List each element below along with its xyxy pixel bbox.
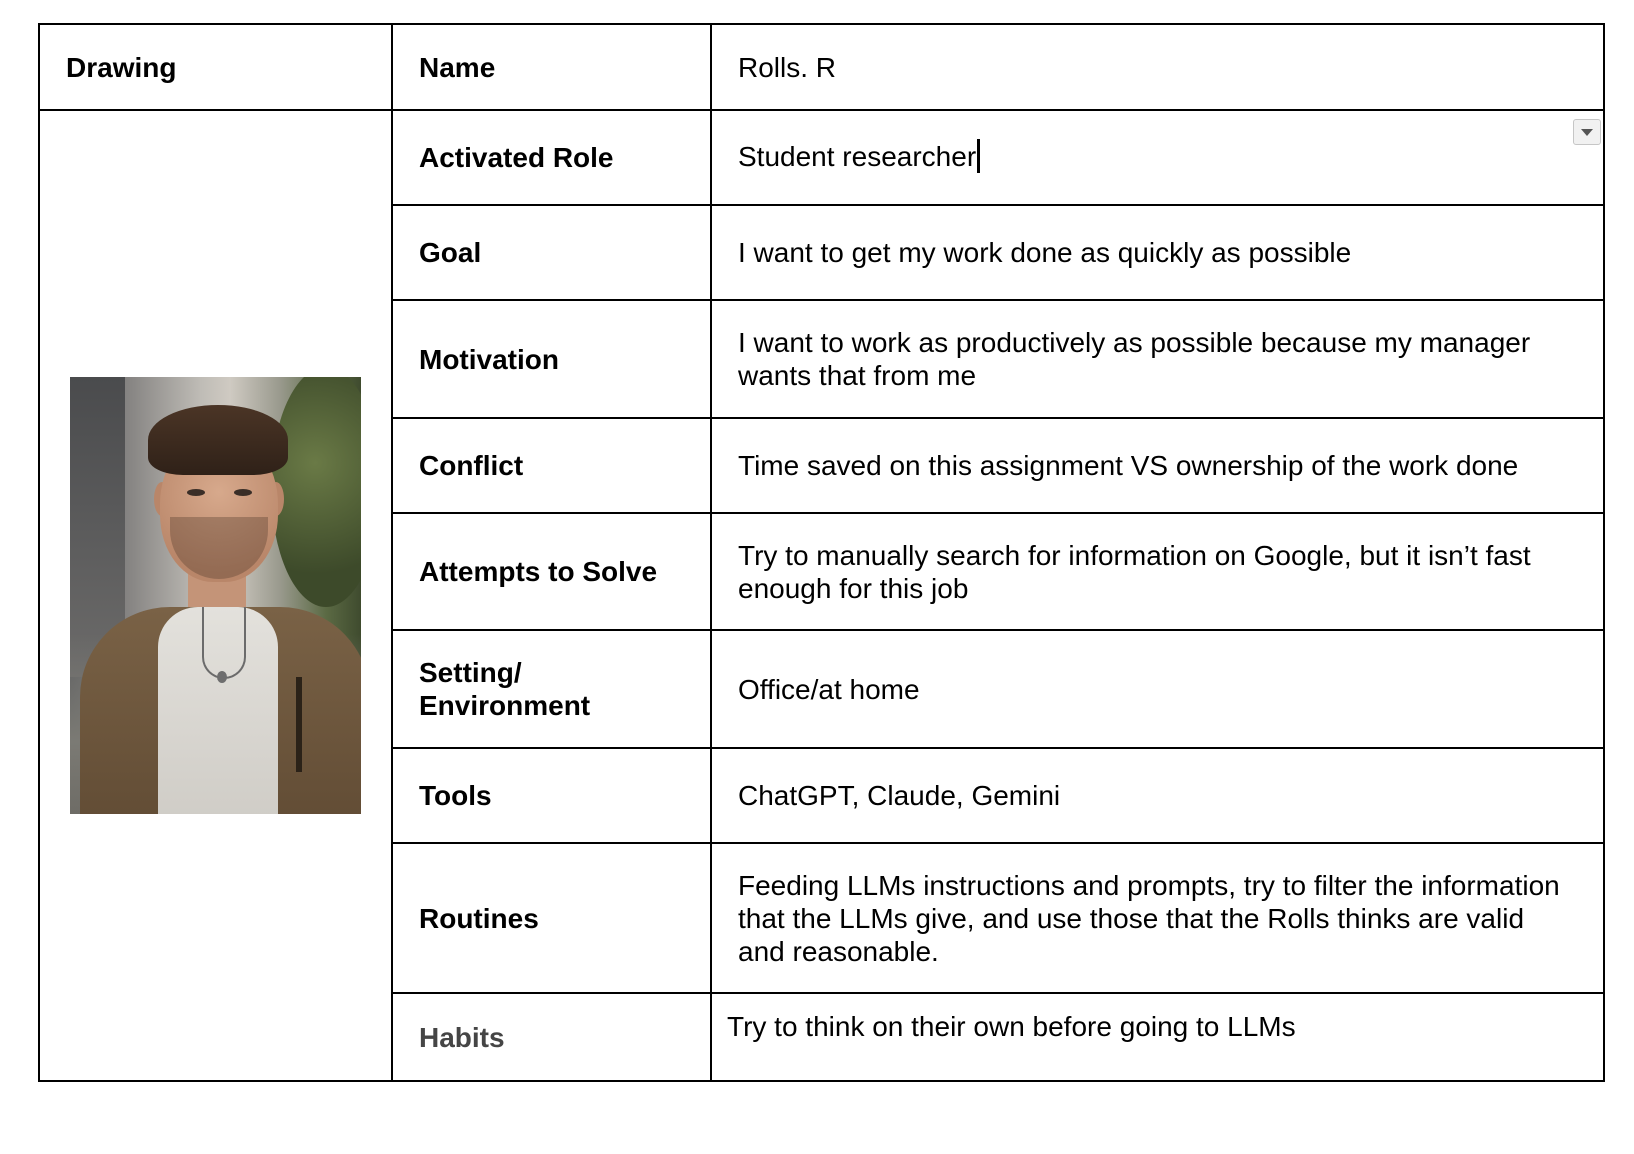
portrait-hair (148, 405, 288, 475)
portrait-zipper (296, 677, 302, 772)
row-value-setting-environment[interactable]: Office/at home (711, 630, 1604, 748)
portrait-pendant (217, 671, 227, 683)
row-label-attempts-to-solve: Attempts to Solve (392, 513, 711, 630)
row-label-activated-role: Activated Role (392, 110, 711, 205)
row-value-goal[interactable]: I want to get my work done as quickly as possible (711, 205, 1604, 300)
portrait-eye-left (187, 489, 205, 496)
row-label-conflict: Conflict (392, 418, 711, 513)
portrait-necklace (202, 607, 246, 679)
row-value-activated-role[interactable] (711, 110, 1604, 205)
chevron-down-icon[interactable] (1573, 119, 1601, 145)
drawing-header: Drawing (39, 24, 392, 110)
persona-portrait-image[interactable] (70, 377, 361, 814)
portrait-background-tree (271, 377, 361, 607)
portrait-eye-right (234, 489, 252, 496)
activated-role-text: Student researcher (738, 140, 977, 172)
table-row (39, 110, 1604, 205)
persona-table (38, 23, 1605, 1082)
row-value-tools[interactable]: ChatGPT, Claude, Gemini (711, 748, 1604, 843)
row-value-motivation[interactable]: I want to work as productively as possible because my manager wants that from me (711, 300, 1604, 418)
row-label-tools: Tools (392, 748, 711, 843)
drawing-cell (39, 110, 392, 1081)
row-label-goal: Goal (392, 205, 711, 300)
row-label-setting-environment: Setting/ Environment (392, 630, 711, 748)
row-value-routines[interactable]: Feeding LLMs instructions and prompts, try to filter the information that the LLMs give, and use those that the Rolls thinks are valid and reasonable. (711, 843, 1604, 993)
row-label-name: Name (392, 24, 711, 110)
table-row (39, 24, 1604, 110)
row-value-name[interactable]: Rolls. R (711, 24, 1604, 110)
text-cursor (977, 139, 980, 173)
row-value-attempts-to-solve[interactable]: Try to manually search for information on Google, but it isn’t fast enough for this job (711, 513, 1604, 630)
row-value-habits[interactable]: Try to think on their own before going to LLMs (711, 993, 1604, 1081)
row-label-routines: Routines (392, 843, 711, 993)
row-label-motivation: Motivation (392, 300, 711, 418)
row-label-habits: Habits (392, 993, 711, 1081)
row-value-conflict[interactable]: Time saved on this assignment VS ownership of the work done (711, 418, 1604, 513)
